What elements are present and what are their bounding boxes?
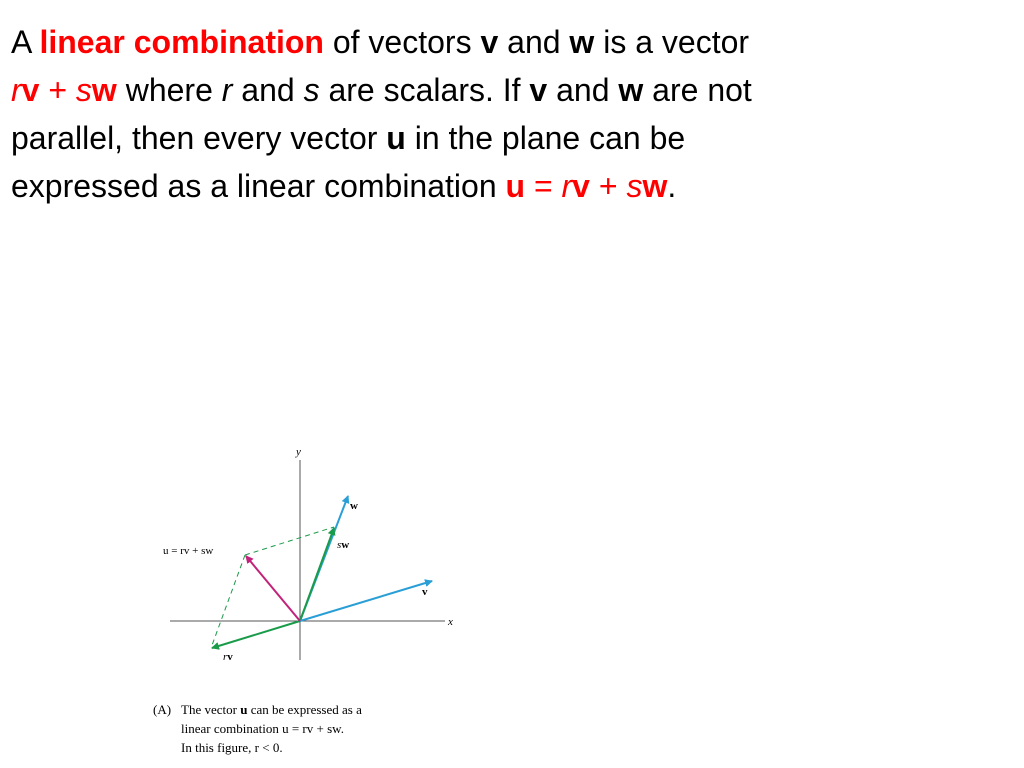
term-linear-combination: linear combination <box>39 24 324 60</box>
text: linear combination <box>181 721 283 736</box>
caption-line-1 <box>153 700 453 719</box>
text: in the plane can be <box>405 120 686 156</box>
vector-u: u <box>386 120 406 156</box>
text: are not <box>643 72 752 108</box>
text: . <box>340 721 344 736</box>
label-sw: sw <box>337 539 350 551</box>
x-axis-label: x <box>448 616 453 628</box>
vector-u-arrow <box>246 556 300 621</box>
text: and <box>232 72 304 108</box>
text: expressed as a linear combination <box>11 168 506 204</box>
vector-v: v <box>21 72 40 108</box>
vector-u: u <box>505 168 526 204</box>
vector-w: w <box>569 24 595 60</box>
plus-sign: + <box>589 168 627 204</box>
caption-line-2 <box>153 719 453 738</box>
text: and <box>498 24 570 60</box>
vector-v: v <box>529 72 548 108</box>
vector-w: w <box>642 168 668 204</box>
label-u-equation: u = rv + sw <box>163 545 214 557</box>
vector-w: w <box>618 72 644 108</box>
equals-sign: = <box>525 168 562 204</box>
dashed-line-top <box>245 527 334 555</box>
vector-sw-arrow <box>300 528 334 621</box>
caption-tag: (A) <box>153 702 172 717</box>
plus-sign: + <box>39 72 76 108</box>
text: and <box>547 72 619 108</box>
caption-line-3 <box>153 738 453 757</box>
label-w: w <box>350 500 358 512</box>
text: The vector <box>181 702 241 717</box>
vector-v: v <box>572 168 590 204</box>
vector-diagram-svg <box>150 440 470 670</box>
vector-v: v <box>480 24 499 60</box>
caption-equation: u = rv + sw <box>282 721 341 736</box>
scalar-s: s <box>303 72 320 108</box>
scalar-s: s <box>626 168 643 204</box>
text: is a vector <box>594 24 750 60</box>
label-v: v <box>422 586 428 598</box>
figure-caption <box>153 700 453 757</box>
text: A <box>11 24 40 60</box>
text: where <box>116 72 222 108</box>
text: In this figure, r < 0. <box>181 740 283 755</box>
y-axis-label: y <box>296 446 301 458</box>
text: are scalars. If <box>319 72 530 108</box>
vector-u: u <box>240 702 248 717</box>
text: of vectors <box>323 24 481 60</box>
text: can be expressed as a <box>247 702 362 717</box>
vector-diagram <box>150 440 470 670</box>
text: parallel, then every vector <box>11 120 387 156</box>
vector-w: w <box>91 72 117 108</box>
period: . <box>667 168 677 204</box>
scalar-r: r <box>11 72 22 108</box>
scalar-s: s <box>75 72 92 108</box>
vector-rv-arrow <box>212 621 300 648</box>
label-rv: rv <box>223 651 233 663</box>
vector-v-arrow <box>300 581 432 621</box>
scalar-r: r <box>561 168 573 204</box>
definition-paragraph <box>11 18 1011 210</box>
dashed-line-left <box>211 555 245 648</box>
scalar-r: r <box>221 72 233 108</box>
